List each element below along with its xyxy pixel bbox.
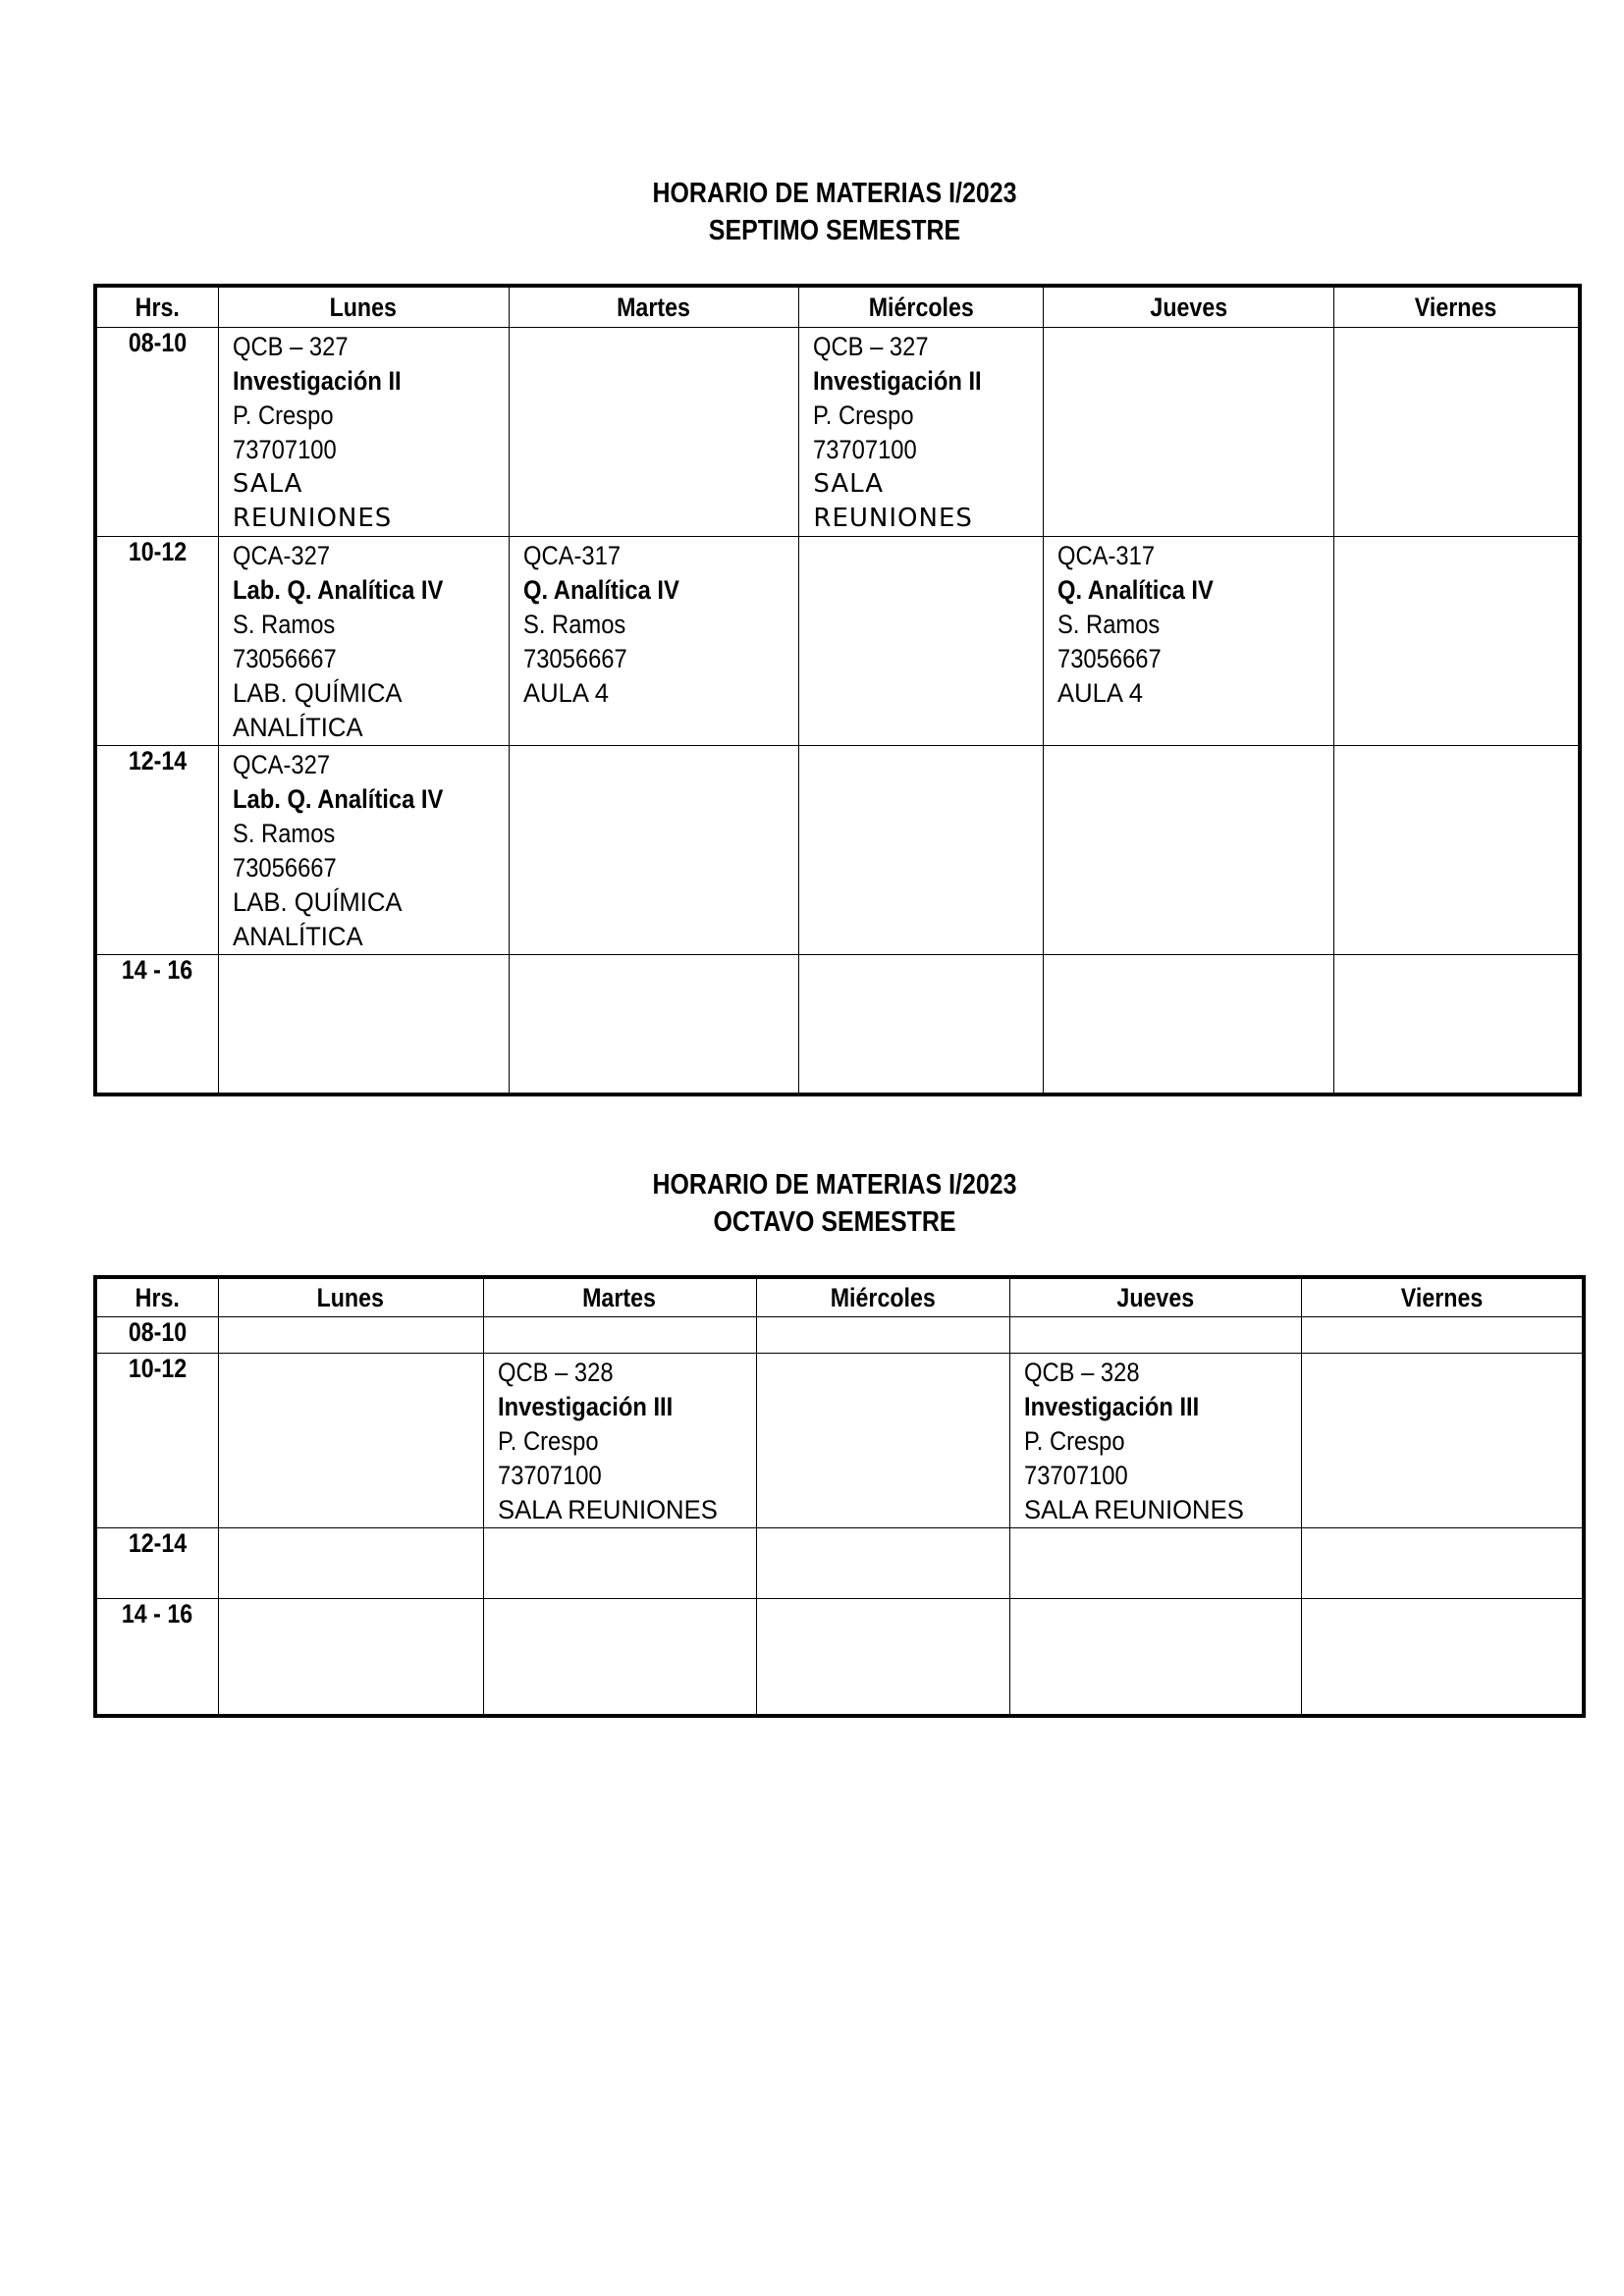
course-code: QCA-327 [232, 749, 330, 779]
time-slot-cell: 14 - 16 [95, 954, 218, 1095]
class-cell [509, 536, 799, 745]
septimo-schedule-table [93, 284, 1582, 1096]
course-subject: Q. Analítica IV [1057, 574, 1214, 605]
time-slot-cell: 10-12 [95, 1353, 218, 1527]
course-code: QCB – 328 [1023, 1357, 1140, 1387]
course-code: QCA-317 [522, 540, 621, 570]
course-subject: Investigación II [232, 365, 402, 396]
header-lunes: Lunes [218, 1277, 483, 1316]
empty-cell [509, 327, 799, 536]
header-jueves: Jueves [1044, 286, 1334, 327]
course-phone: 73707100 [232, 434, 337, 464]
header-martes: Martes [483, 1277, 756, 1316]
header-lunes: Lunes [218, 286, 509, 327]
course-room: AULA 4 [522, 677, 609, 708]
empty-cell [1333, 954, 1580, 1095]
course-subject: Investigación II [813, 365, 983, 396]
empty-cell [1009, 1598, 1301, 1716]
course-code: QCA-327 [232, 540, 330, 570]
course-phone: 73707100 [813, 434, 918, 464]
empty-cell [1009, 1316, 1301, 1353]
empty-cell [799, 536, 1044, 745]
octavo-schedule-table [93, 1275, 1586, 1718]
course-room: REUNIONES [813, 503, 973, 533]
table-row [95, 1353, 1584, 1527]
course-teacher: S. Ramos [1057, 609, 1161, 639]
course-code: QCB – 327 [232, 331, 349, 361]
empty-cell [509, 745, 799, 954]
course-phone: 73056667 [1057, 643, 1162, 673]
empty-cell [1301, 1527, 1584, 1598]
empty-cell [1044, 327, 1334, 536]
empty-cell [218, 1316, 483, 1353]
course-teacher: P. Crespo [813, 400, 914, 430]
course-room: LAB. QUÍMICA [232, 677, 403, 708]
table-header-row [95, 1277, 1584, 1316]
course-phone: 73056667 [522, 643, 627, 673]
course-room: ANALÍTICA [232, 712, 363, 742]
empty-cell [799, 954, 1044, 1095]
empty-cell [218, 1598, 483, 1716]
table-header-row [95, 286, 1580, 327]
table-row [95, 1316, 1584, 1353]
course-subject: Investigación III [497, 1391, 673, 1421]
empty-cell [483, 1598, 756, 1716]
octavo-title: HORARIO DE MATERIAS I/2023 [652, 1169, 1017, 1201]
empty-cell [756, 1316, 1009, 1353]
septimo-title: HORARIO DE MATERIAS I/2023 [652, 178, 1017, 209]
empty-cell [1333, 536, 1580, 745]
course-code: QCA-317 [1057, 540, 1156, 570]
empty-cell [1333, 327, 1580, 536]
header-hrs: Hrs. [95, 1277, 218, 1316]
class-cell [483, 1353, 756, 1527]
table-row [95, 745, 1580, 954]
course-room: AULA 4 [1057, 677, 1144, 708]
table-row [95, 954, 1580, 1095]
course-room: REUNIONES [232, 503, 393, 533]
header-martes: Martes [509, 286, 799, 327]
empty-cell [756, 1598, 1009, 1716]
empty-cell [756, 1527, 1009, 1598]
table-row [95, 1527, 1584, 1598]
table-row [95, 327, 1580, 536]
time-slot-cell: 10-12 [95, 536, 218, 745]
course-teacher: S. Ramos [232, 818, 336, 848]
time-slot-cell: 12-14 [95, 1527, 218, 1598]
empty-cell [1301, 1353, 1584, 1527]
course-teacher: P. Crespo [232, 400, 334, 430]
class-cell [799, 327, 1044, 536]
class-cell [218, 536, 509, 745]
course-phone: 73056667 [232, 643, 337, 673]
septimo-heading [117, 175, 1552, 249]
course-room: SALA [813, 468, 885, 499]
header-miercoles: Miércoles [756, 1277, 1009, 1316]
course-teacher: P. Crespo [1023, 1425, 1125, 1456]
empty-cell [1301, 1316, 1584, 1353]
empty-cell [1009, 1527, 1301, 1598]
course-teacher: S. Ramos [522, 609, 625, 639]
table-row [95, 1598, 1584, 1716]
header-viernes: Viernes [1301, 1277, 1584, 1316]
course-phone: 73056667 [232, 852, 337, 882]
course-room: SALA REUNIONES [1023, 1494, 1244, 1524]
course-code: QCB – 328 [497, 1357, 614, 1387]
time-slot-cell: 14 - 16 [95, 1598, 218, 1716]
table-row [95, 536, 1580, 745]
empty-cell [1044, 954, 1334, 1095]
empty-cell [799, 745, 1044, 954]
course-subject: Lab. Q. Analítica IV [232, 783, 444, 814]
course-phone: 73707100 [497, 1460, 602, 1490]
class-cell [1044, 536, 1334, 745]
course-subject: Investigación III [1023, 1391, 1199, 1421]
course-room: SALA REUNIONES [497, 1494, 718, 1524]
class-cell [1009, 1353, 1301, 1527]
octavo-subtitle: OCTAVO SEMESTRE [713, 1206, 956, 1238]
course-teacher: P. Crespo [497, 1425, 599, 1456]
octavo-heading [117, 1166, 1552, 1241]
empty-cell [1044, 745, 1334, 954]
empty-cell [1333, 745, 1580, 954]
course-phone: 73707100 [1023, 1460, 1128, 1490]
empty-cell [756, 1353, 1009, 1527]
header-miercoles: Miércoles [799, 286, 1044, 327]
header-jueves: Jueves [1009, 1277, 1301, 1316]
empty-cell [218, 954, 509, 1095]
class-cell [218, 327, 509, 536]
time-slot-cell: 12-14 [95, 745, 218, 954]
course-subject: Q. Analítica IV [522, 574, 679, 605]
empty-cell [483, 1527, 756, 1598]
course-room: LAB. QUÍMICA [232, 886, 403, 917]
course-code: QCB – 327 [813, 331, 929, 361]
header-viernes: Viernes [1333, 286, 1580, 327]
time-slot-cell: 08-10 [95, 327, 218, 536]
empty-cell [483, 1316, 756, 1353]
empty-cell [218, 1527, 483, 1598]
time-slot-cell: 08-10 [95, 1316, 218, 1353]
course-subject: Lab. Q. Analítica IV [232, 574, 444, 605]
course-room: ANALÍTICA [232, 921, 363, 951]
course-room: SALA [232, 468, 303, 499]
class-cell [218, 745, 509, 954]
course-teacher: S. Ramos [232, 609, 336, 639]
header-hrs: Hrs. [95, 286, 218, 327]
empty-cell [218, 1353, 483, 1527]
empty-cell [1301, 1598, 1584, 1716]
septimo-subtitle: SEPTIMO SEMESTRE [708, 215, 961, 246]
empty-cell [509, 954, 799, 1095]
